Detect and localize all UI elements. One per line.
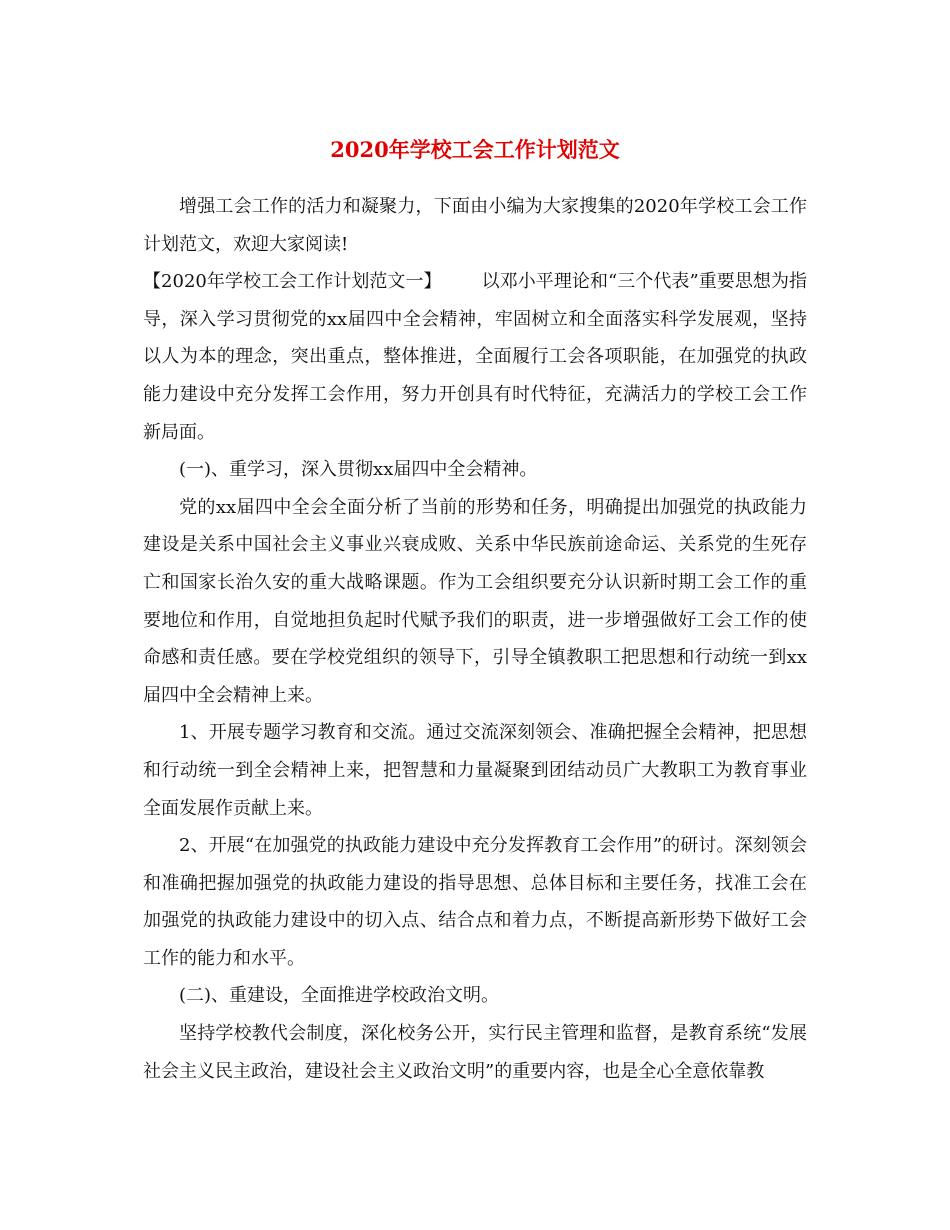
document-body <box>143 188 807 1090</box>
section-heading: 【2020年学校工会工作计划范文一】 <box>143 271 442 293</box>
heading-2: (二)、重建设，全面推进学校政治文明。 <box>179 985 500 1007</box>
section-paragraph-1 <box>143 263 807 451</box>
heading-1: (一)、重学习，深入贯彻xx届四中全会精神。 <box>179 459 538 481</box>
paragraph-3: 1、开展专题学习教育和交流。通过交流深刻领会、准确把握全会精神，把思想和行动统一到全会精神上来，把智慧和力量凝聚到团结动员广大教职工为教育事业全面发展作贡献上来。 <box>143 722 807 819</box>
paragraph-2: 党的xx届四中全会全面分析了当前的形势和任务，明确提出加强党的执政能力建设是关系中国社会主义事业兴衰成败、关系中华民族前途命运、关系党的生死存亡和国家长治久安的重大战略课题。作为工会组织要充分认识新时期工会工作的重要地位和作用，自觉地担负起时代赋予我们的职责，进一步增强做好工会工作的使命感和责任感。要在学校党组织的领导下，引导全镇教职工把思想和行动统一到xx届四中全会精神上来。 <box>143 496 807 706</box>
intro-paragraph: 增强工会工作的活力和凝聚力，下面由小编为大家搜集的2020年学校工会工作计划范文，欢迎大家阅读! <box>143 196 807 255</box>
paragraph-5: 坚持学校教代会制度，深化校务公开，实行民主管理和监督，是教育系统“发展社会主义民主政治，建设社会主义政治文明”的重要内容，也是全心全意依靠教 <box>143 1023 807 1082</box>
paragraph-1-text: 以邓小平理论和“三个代表”重要思想为指导，深入学习贯彻党的xx届四中全会精神，牢固树立和全面落实科学发展观，坚持以人为本的理念，突出重点，整体推进，全面履行工会各项职能，在加强党的执政能力建设中充分发挥工会作用，努力开创具有时代特征，充满活力的学校工会工作新局面。 <box>143 271 807 443</box>
paragraph-4: 2、开展“在加强党的执政能力建设中充分发挥教育工会作用”的研讨。深刻领会和准确把握加强党的执政能力建设的指导思想、总体目标和主要任务，找准工会在加强党的执政能力建设中的切入点、结合点和着力点，不断提高新形势下做好工会工作的能力和水平。 <box>143 835 807 969</box>
document-title: 2020年学校工会工作计划范文 <box>330 137 620 162</box>
